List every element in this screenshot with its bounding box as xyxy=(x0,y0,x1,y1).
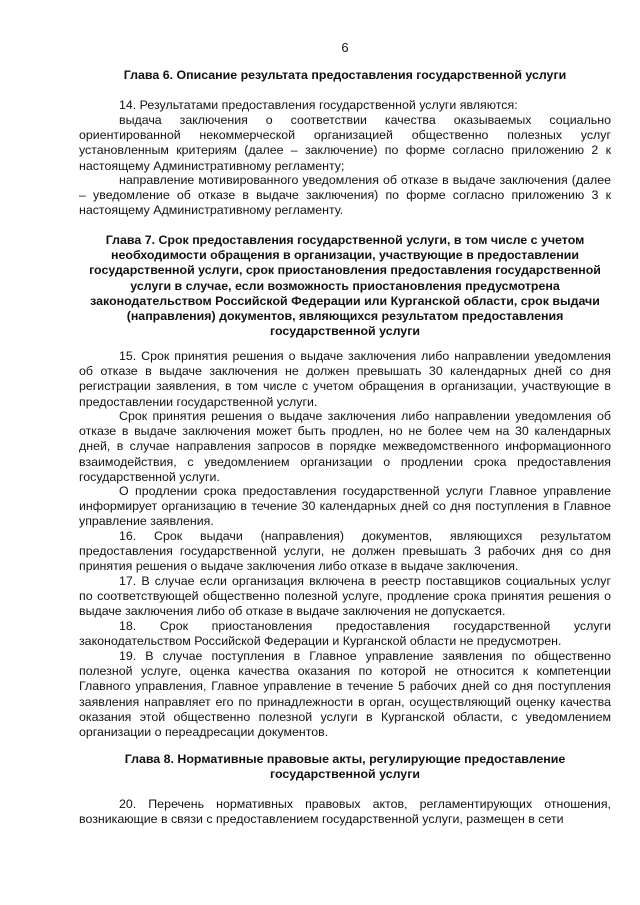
paragraph-17: 17. В случае если организация включена в реестр поставщиков социальных услуг по соответствующей общественно полезной услуге, продление срока принятия решения о выдаче заключения либо об отказе в выдаче заключения не допускается. xyxy=(79,574,611,619)
chapter-6-title: Глава 6. Описание результата предоставления государственной услуги xyxy=(123,68,567,82)
paragraph-16: 16. Срок выдачи (направления) документов, являющихся результатом предоставления государственной услуги, не должен превышать 3 рабочих дня со дня принятия решения о выдаче заключения либо отказе в выдаче заключения. xyxy=(79,529,611,574)
paragraph-14-result-1: выдача заключения о соответствии качества оказываемых социально ориентированной некоммерческой организацией общественно полезных услуг установленным критериям (далее – заключение) по форме согласно приложению 2 к настоящему Административному регламенту; xyxy=(79,113,611,173)
paragraph-19: 19. В случае поступления в Главное управление заявления по общественно полезной услуге, оценка качества оказания по которой не относится к компетенции Главного управления, Главное управление в течение 5 рабочих дней со дня поступления заявления направляет его по принадлежности в орган, осуществляющий оценку качества оказания этой общественно полезной услуги в Курганской области, с уведомлением организации о переадресации документов. xyxy=(79,649,611,740)
chapter-8-title: Глава 8. Нормативные правовые акты, регулирующие предоставление государственной услуги xyxy=(124,752,566,782)
paragraph-15-extension: Срок принятия решения о выдаче заключения либо направлении уведомления об отказе в выдаче заключения может быть продлен, но не более чем на 30 календарных дней, в случае направления запросов в порядке межведомственного информационного взаимодействия, с уведомлением организации о продлении срока предоставления государственной услуги. xyxy=(79,409,611,484)
paragraph-18: 18. Срок приостановления предоставления государственной услуги законодательством Российской Федерации и Курганской области не предусмотрен. xyxy=(79,619,611,649)
paragraph-15: 15. Срок принятия решения о выдаче заключения либо направлении уведомления об отказе в выдаче заключения не должен превышать 30 календарных дней со дня регистрации заявления, в том числе с учетом обращения в организации, участвующие в предоставлении государственной услуги. xyxy=(79,349,611,409)
chapter-7-title: Глава 7. Срок предоставления государственной услуги, в том числе с учетом необходимости обращения в организации, участвующие в предоставлении государственной услуги, срок приостановления предоставления государственной услуги в случае, если возможность приостановления предусмотрена законодательством Российской Федерации или Курганской области, срок выдачи (направления) документов, являющихся результатом предоставления государственной услуги xyxy=(89,233,601,339)
page-number: 6 xyxy=(341,40,349,55)
paragraph-20: 20. Перечень нормативных правовых актов, регламентирующих отношения, возникающие в связи с предоставлением государственной услуги, размещен в сети xyxy=(79,797,611,827)
paragraph-14: 14. Результатами предоставления государственной услуги являются: xyxy=(119,98,518,112)
paragraph-14-result-2: направление мотивированного уведомления об отказе в выдаче заключения (далее – уведомление об отказе в выдаче заключения) по форме согласно приложению 3 к настоящему Административному регламенту. xyxy=(79,173,611,218)
paragraph-15-notice: О продлении срока предоставления государственной услуги Главное управление информирует организацию в течение 30 календарных дней со дня поступления в Главное управление заявления. xyxy=(79,484,611,529)
